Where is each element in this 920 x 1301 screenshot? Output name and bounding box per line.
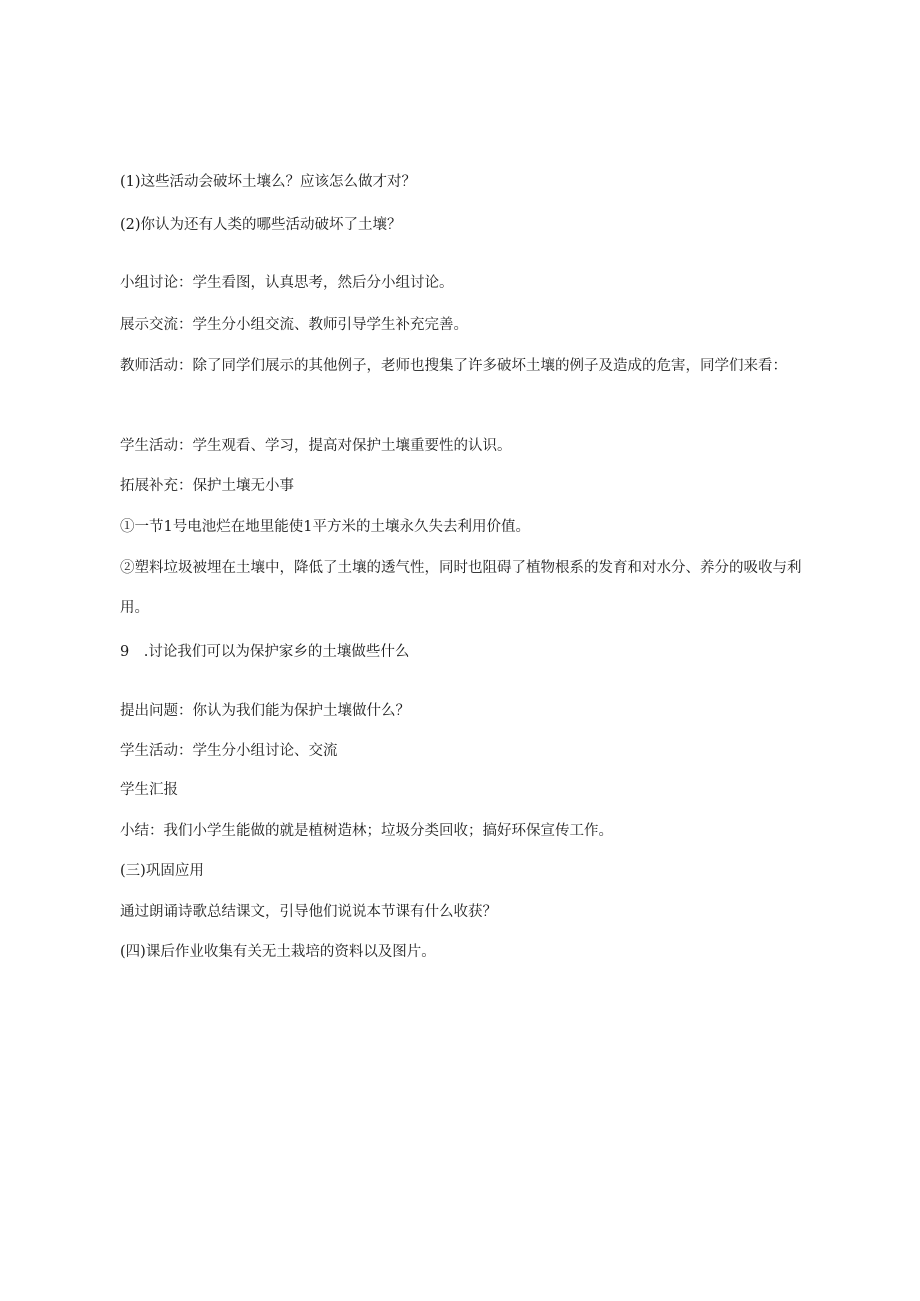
student-activity-2: 学生活动：学生分小组讨论、交流 bbox=[120, 743, 338, 759]
extension-heading: 拓展补充：保护土壤无小事 bbox=[120, 478, 294, 494]
question-2: (2)你认为还有人类的哪些活动破坏了土壤？ bbox=[120, 217, 402, 233]
section-9-heading: 9 .讨论我们可以为保护家乡的土壤做些什么 bbox=[120, 644, 410, 660]
extension-item-2: ②塑料垃圾被埋在土壤中，降低了土壤的透气性，同时也阻碍了植物根系的发育和对水分、养分的吸收与利用。 bbox=[120, 560, 802, 616]
student-activity-1: 学生活动：学生观看、学习，提高对保护土壤重要性的认识。 bbox=[120, 438, 512, 454]
section-4-homework: (四)课后作业收集有关无土栽培的资料以及图片。 bbox=[120, 944, 436, 960]
raise-question: 提出问题：你认为我们能为保护土壤做什么？ bbox=[120, 703, 410, 719]
summary: 小结：我们小学生能做的就是植树造林；垃圾分类回收；搞好环保宣传工作。 bbox=[120, 823, 613, 839]
show-exchange: 展示交流：学生分小组交流、教师引导学生补充完善。 bbox=[120, 317, 468, 333]
question-1: (1)这些活动会破坏土壤么？应该怎么做才对？ bbox=[120, 174, 417, 190]
extension-item-1: ①一节1号电池烂在地里能使1平方米的土壤永久失去利用价值。 bbox=[120, 519, 530, 535]
section-3-heading: (三)巩固应用 bbox=[120, 863, 204, 879]
recite-summary: 通过朗诵诗歌总结课文，引导他们说说本节课有什么收获？ bbox=[120, 904, 497, 920]
teacher-activity: 教师活动：除了同学们展示的其他例子，老师也搜集了许多破坏土壤的例子及造成的危害，同学们来看： bbox=[120, 358, 787, 374]
group-discussion: 小组讨论：学生看图，认真思考，然后分小组讨论。 bbox=[120, 275, 454, 291]
student-report: 学生汇报 bbox=[120, 782, 178, 798]
